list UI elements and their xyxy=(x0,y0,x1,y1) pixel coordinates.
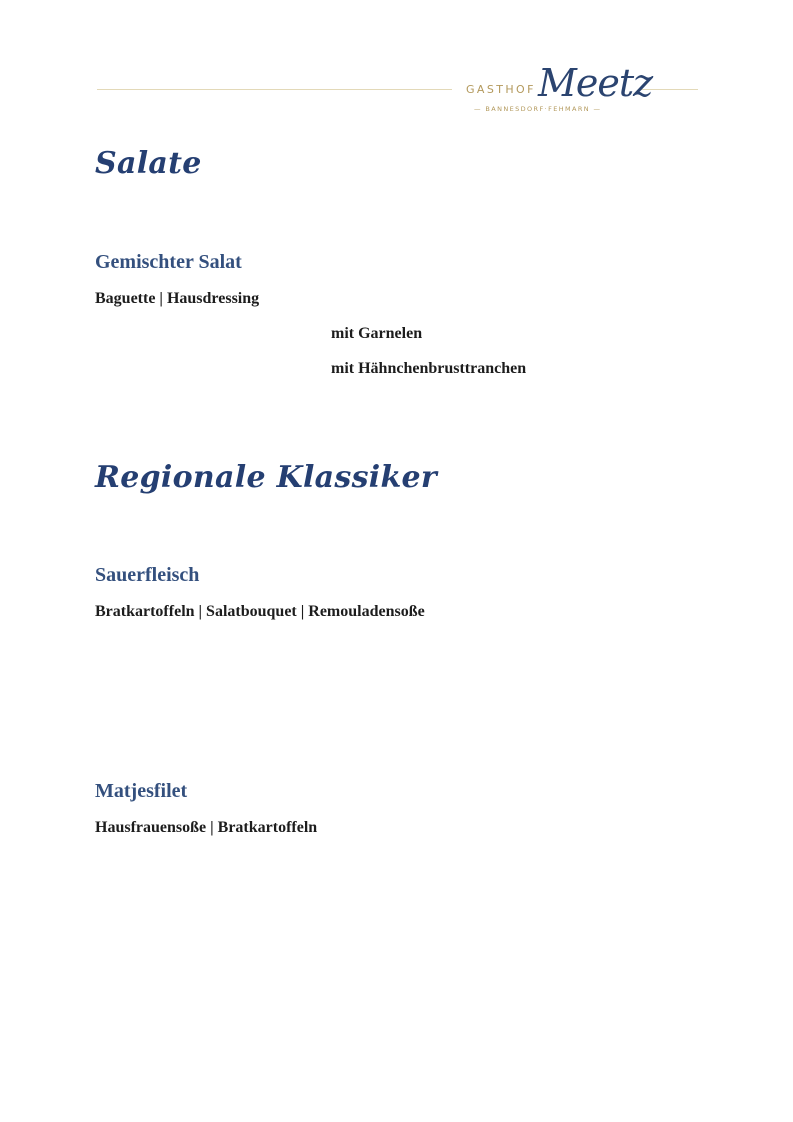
section-title-regionale-klassiker: Regionale Klassiker xyxy=(95,460,438,495)
header-divider-left xyxy=(97,89,452,90)
dish-name-gemischter-salat: Gemischter Salat xyxy=(95,251,242,273)
dish-name-sauerfleisch: Sauerfleisch xyxy=(95,564,200,586)
logo-location-text: — BANNESDORF·FEHMARN — xyxy=(474,105,602,113)
dish-description-gemischter-salat: Baguette | Hausdressing xyxy=(95,290,260,307)
dish-name-matjesfilet: Matjesfilet xyxy=(95,780,188,802)
dish-description-sauerfleisch: Bratkartoffeln | Salatbouquet | Remouladensoße xyxy=(95,603,425,620)
section-title-salate: Salate xyxy=(95,146,202,181)
dish-option-haehnchenbrust: mit Hähnchenbrusttranchen xyxy=(331,360,527,377)
gasthof-meetz-logo xyxy=(462,60,653,118)
logo-gasthof-text: GASTHOF xyxy=(466,83,536,96)
dish-option-garnelen: mit Garnelen xyxy=(331,325,423,342)
logo-meetz-script: Meetz xyxy=(538,61,653,105)
dish-description-matjesfilet: Hausfrauensoße | Bratkartoffeln xyxy=(95,819,318,836)
